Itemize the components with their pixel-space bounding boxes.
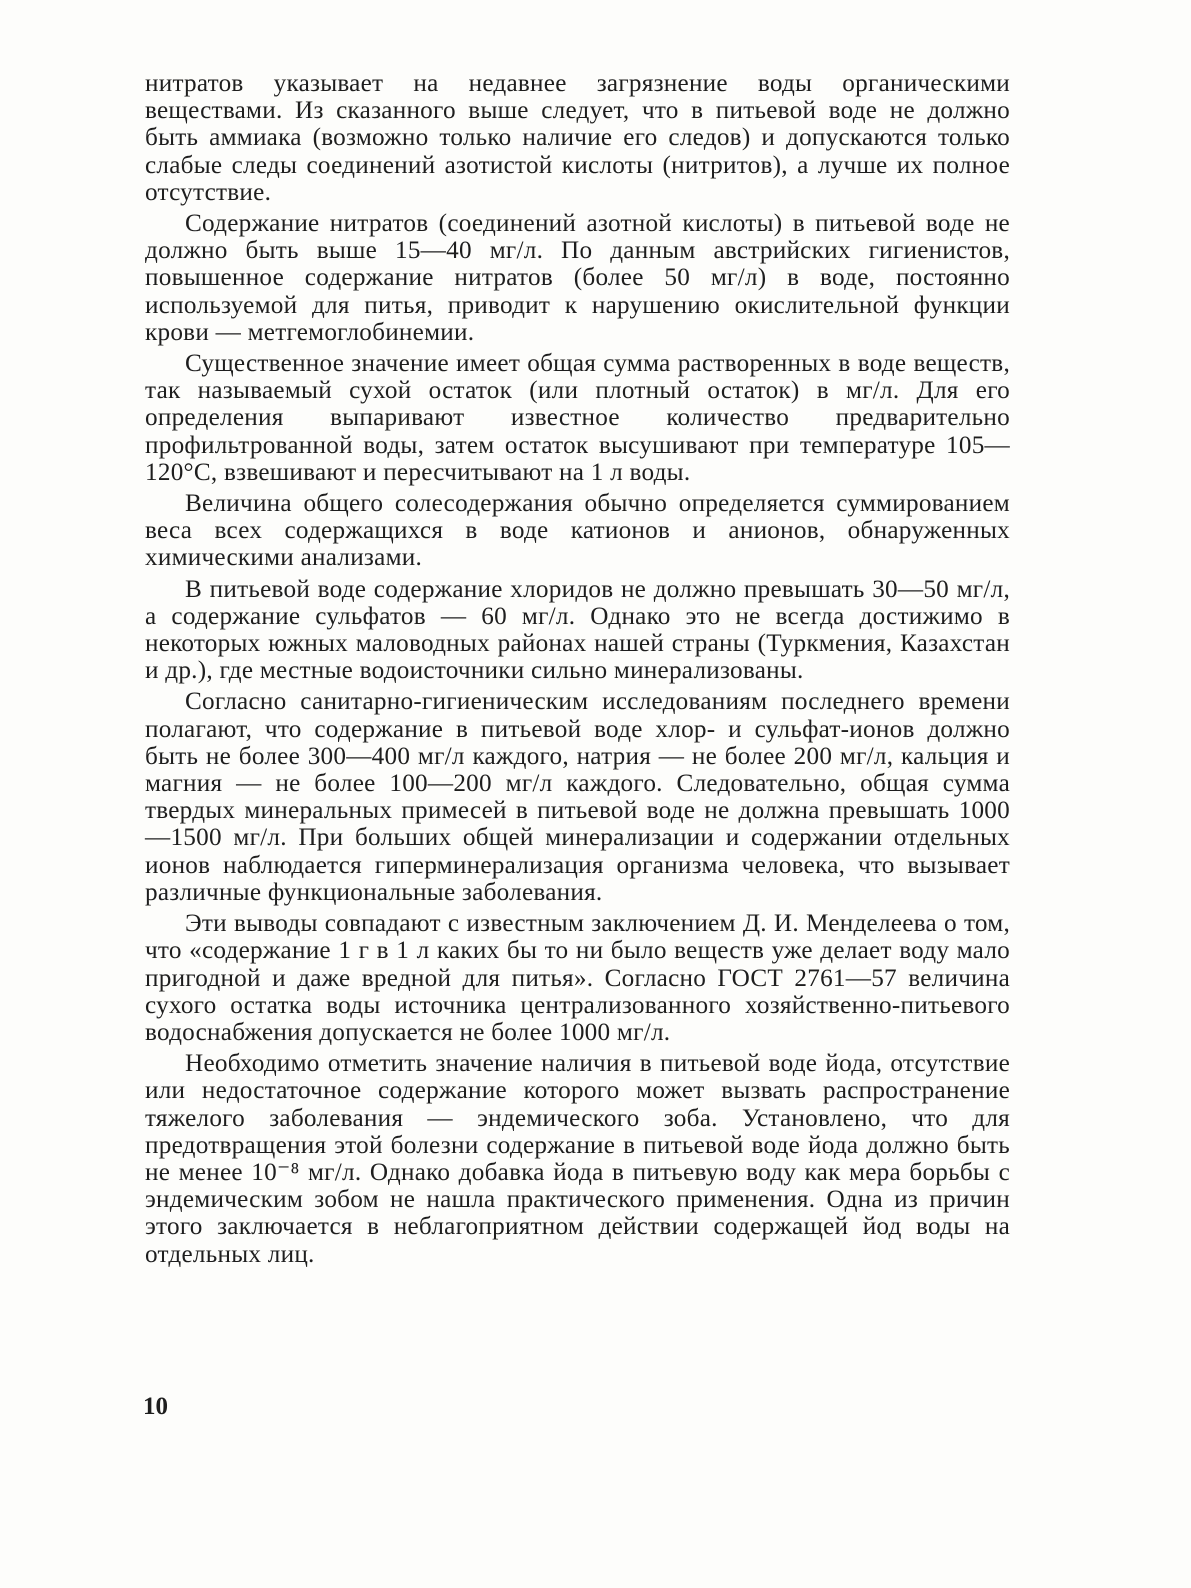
paragraph: Эти выводы совпадают с известным заключением Д. И. Менделеева о том, что «содержание 1 г в 1 л каких бы то ни было веществ уже делает воду мало пригодной и даже вредной для питья». Согласно ГОСТ 2761—57 величина сухого остатка воды источника централизованного хозяйственно-питьевого водоснабжения допускается не более 1000 мг/л. [145, 910, 1010, 1046]
paragraph: Содержание нитратов (соединений азотной кислоты) в питьевой воде не должно быть выше 15—40 мг/л. По данным австрийских гигиенистов, повышенное содержание нитратов (более 50 мг/л) в воде, постоянно используемой для питья, приводит к нарушению окислительной функции крови — метгемоглобинемии. [145, 210, 1010, 346]
paragraph: В питьевой воде содержание хлоридов не должно превышать 30—50 мг/л, а содержание сульфатов — 60 мг/л. Однако это не всегда достижимо в некоторых южных маловодных районах нашей страны (Туркмения, Казахстан и др.), где местные водоисточники сильно минерализованы. [145, 575, 1010, 685]
paragraph: Согласно санитарно-гигиеническим исследованиям последнего времени полагают, что содержание в питьевой воде хлор- и сульфат-ионов должно быть не более 300—400 мг/л каждого, натрия — не более 200 мг/л, кальция и магния — не более 100—200 мг/л каждого. Следовательно, общая сумма твердых минеральных примесей в питьевой воде не должна превышать 1000—1500 мг/л. При больших общей минерализации и содержании отдельных ионов наблюдается гиперминерализация организма человека, что вызывает различные функциональные заболевания. [145, 688, 1010, 906]
paragraph: Существенное значение имеет общая сумма растворенных в воде веществ, так называемый сухой остаток (или плотный остаток) в мг/л. Для его определения выпаривают известное количество предварительно профильтрованной воды, затем остаток высушивают при температуре 105—120°С, взвешивают и пересчитывают на 1 л воды. [145, 350, 1010, 486]
paragraph: Необходимо отметить значение наличия в питьевой воде йода, отсутствие или недостаточное содержание которого может вызвать распространение тяжелого заболевания — эндемического зоба. Установлено, что для предотвращения этой болезни содержание в питьевой воде йода должно быть не менее 10⁻⁸ мг/л. Однако добавка йода в питьевую воду как мера борьбы с эндемическим зобом не нашла практического применения. Одна из причин этого заключается в неблагоприятном действии содержащей йод воды на отдельных лиц. [145, 1050, 1010, 1268]
paragraph: нитратов указывает на недавнее загрязнение воды органическими веществами. Из сказанного выше следует, что в питьевой воде не должно быть аммиака (возможно только наличие его следов) и допускаются только слабые следы соединений азотистой кислоты (нитритов), а лучше их полное отсутствие. [145, 70, 1010, 206]
paragraph: Величина общего солесодержания обычно определяется суммированием веса всех содержащихся в воде катионов и анионов, обнаруженных химическими анализами. [145, 490, 1010, 572]
page-number: 10 [143, 1393, 168, 1420]
body-text [145, 70, 1010, 1272]
